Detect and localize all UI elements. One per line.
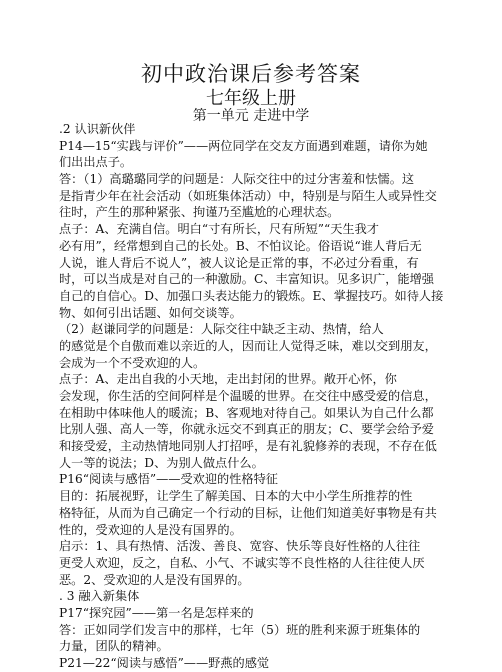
text-line: 和接受爱，主动热情地同别人打招呼，是有礼貌修养的表现，不存在低 — [59, 439, 437, 454]
text-line: 在相助中体味他人的暖流；B、客观地对待自己。如果认为自己什么都 — [59, 405, 434, 420]
text-line: （2）赵谦同学的问题是：人际交往中缺乏主动、热情，给人 — [59, 322, 384, 337]
text-line: 更受人欢迎，反之，自私、小气、不诚实等不良性格的人往往使人厌 — [59, 555, 425, 570]
text-line: 目的：拓展视野，让学生了解美国、日本的大中小学生所推荐的性 — [59, 489, 413, 504]
text-line: P21—22“阅读与感悟”——野燕的感觉 — [59, 656, 270, 670]
text-line: 力量，团队的精神。 — [59, 639, 169, 654]
text-line: 人一等的说法；D、为别人做点什么。 — [59, 455, 264, 470]
text-line: 往时，产生的那种紧张、拘谨乃至尴尬的心理状态。 — [59, 205, 340, 220]
text-line: 必有用”，经常想到自己的长处。B、不怕议论。俗语说“谁人背后无 — [59, 238, 422, 253]
text-line: 恶。2、受欢迎的人是没有国界的。 — [59, 572, 250, 587]
text-line: 人说，谁人背后不说人”，被人议论是正常的事，不必过分看重，有 — [59, 255, 419, 270]
text-line: .2 认识新伙伴 — [59, 122, 136, 136]
text-line: 会成为一个不受欢迎的人。 — [59, 355, 206, 370]
text-line: 点子：A、充满自信。明白“寸有所长，尺有所短”“天生我才 — [59, 222, 379, 237]
text-line: 点子：A、走出自我的小天地，走出封闭的世界。敞开心怀，你 — [59, 372, 397, 387]
text-line: 是指青少年在社会活动（如班集体活动）中，特别是与陌生人或异性交 — [59, 188, 437, 203]
text-line: 格特征，从而为自己确定一个行动的目标，让他们知道美好事物是有共 — [59, 505, 437, 520]
text-line: 答：正如同学们发言中的那样，七年（5）班的胜利来源于班集体的 — [59, 622, 421, 637]
text-line: 答：（1）高璐璐同学的问题是：人际交往中的过分害羞和怯懦。这 — [59, 172, 415, 187]
text-line: 物、如何引出话题、如何交谈等。 — [59, 305, 242, 320]
text-line: 会发现，你生活的空间阿样是个温暖的世界。在交往中感受爱的信息， — [59, 389, 437, 403]
text-line: P16“阅读与感悟”——受欢迎的性格特征 — [59, 472, 278, 487]
text-line: 们出出点子。 — [59, 155, 133, 170]
text-line: . 3 融入新集体 — [59, 589, 140, 604]
document-subtitle: 七年级上册 — [206, 88, 296, 109]
text-line: P14—15“实践与评价”——两位同学在交友方面遇到难题，请你为她 — [59, 138, 428, 153]
text-line: P17“探究园”——第一名是怎样来的 — [59, 605, 254, 620]
text-line: 时，可以当成是对自己的一种激励。C、丰富知识。见多识广，能增强 — [59, 272, 434, 287]
text-line: 自己的自信心。D、加强口头表达能力的锻炼。E、掌握技巧。如待人接 — [59, 288, 444, 303]
document-title: 初中政治课后参考答案 — [141, 62, 361, 86]
text-line: 性的，受欢迎的人是没有国界的。 — [59, 522, 242, 537]
text-line: 比别人强、高人一等，你就永远交不到真正的朋友；C、要学会给予爱 — [59, 422, 434, 437]
body-text — [59, 121, 449, 672]
text-line: 的感觉是个自傲而难以亲近的人，因而让人觉得乏味，难以交到朋友， — [59, 338, 437, 353]
text-line: 启示：1、具有热情、活泼、善良、宽容、快乐等良好性格的人往往 — [59, 539, 421, 554]
unit-heading: 第一单元 走进中学 — [192, 108, 310, 124]
